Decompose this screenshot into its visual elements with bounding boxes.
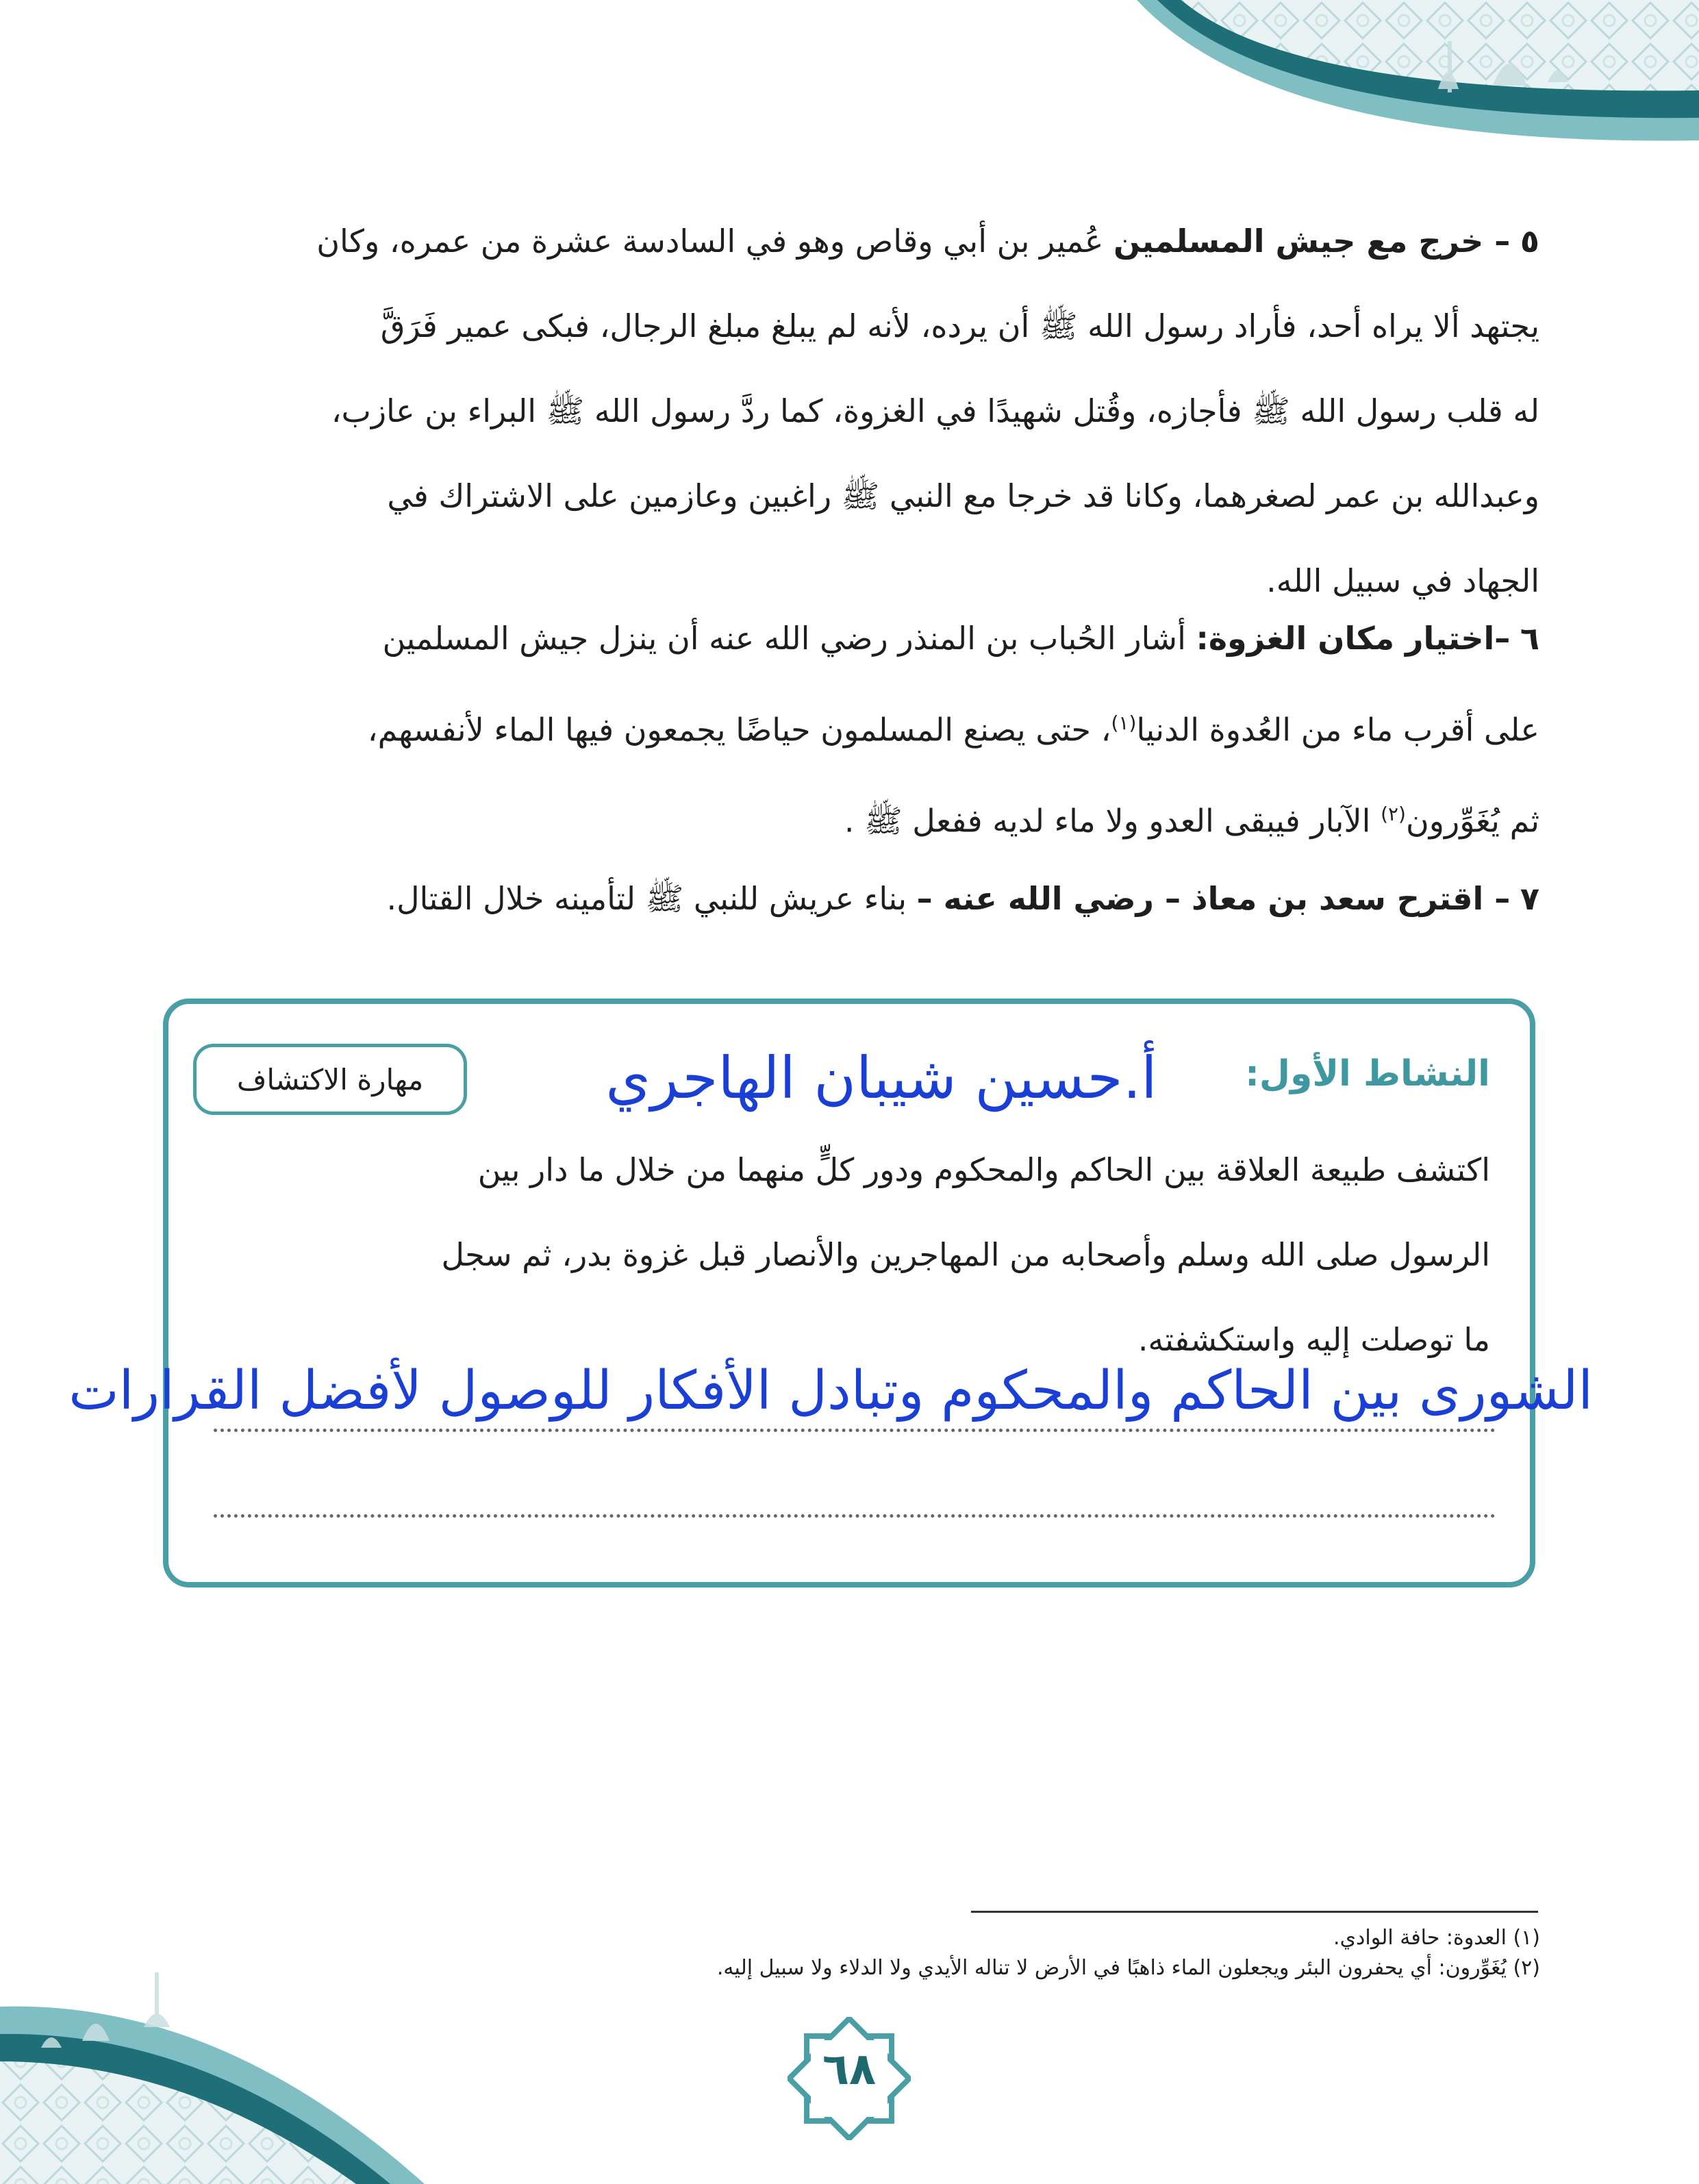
activity-title: النشاط الأول: (1245, 1053, 1490, 1094)
item-heading: –اختيار مكان الغزوة: (1196, 620, 1511, 657)
text-line: أشار الحُباب بن المنذر رضي الله عنه أن ينزل جيش المسلمين (382, 620, 1186, 657)
page-number: ٦٨ (822, 2044, 877, 2095)
text-line: الجهاد في سبيل الله. (1266, 562, 1539, 599)
skill-badge: مهارة الاكتشاف (193, 1044, 467, 1115)
footnote-divider (971, 1911, 1538, 1913)
text-line: له قلب رسول الله ﷺ فأجازه، وقُتل شهيدًا في الغزوة، كما ردَّ رسول الله ﷺ البراء بن عازب، (331, 392, 1539, 429)
text-line: عُمير بن أبي وقاص وهو في السادسة عشرة من عمره، وكان (316, 223, 1104, 260)
footer-ornament (0, 1959, 507, 2184)
paragraph-5 (159, 199, 1539, 623)
footnote-ref: (١) (1111, 712, 1137, 734)
item-number: ٧ (1520, 880, 1539, 917)
activity-instructions (203, 1127, 1490, 1382)
item-heading: – خرج مع جيش المسلمين (1113, 223, 1511, 260)
footnote-1: (١) العدوة: حافة الوادي. (1333, 1926, 1540, 1950)
text-line: اكتشف طبيعة العلاقة بين الحاكم والمحكوم ودور كلٍّ منهما من خلال ما دار بين (477, 1151, 1490, 1188)
text-line: ، حتى يصنع المسلمون حياضًا يجمعون فيها الماء لأنفسهم، (367, 711, 1111, 749)
item-number: ٥ (1520, 223, 1539, 260)
text-line: وعبدالله بن عمر لصغرهما، وكانا قد خرجا مع النبي ﷺ راغبين وعازمين على الاشتراك في (387, 477, 1539, 514)
text-line: بناء عريش للنبي ﷺ لتأمينه خلال القتال. (386, 880, 907, 917)
text-line: على أقرب ماء من العُدوة الدنيا (1136, 711, 1539, 749)
teacher-name-handwritten: أ.حسين شيبان الهاجري (605, 1044, 1157, 1112)
handwritten-answer: الشورى بين الحاكم والمحكوم وتبادل الأفكار للوصول لأفضل القرارات (68, 1360, 1593, 1422)
text-line: الآبار فيبقى العدو ولا ماء لديه ففعل ﷺ . (844, 802, 1371, 840)
paragraph-6 (159, 596, 1539, 864)
activity-box (68, 999, 1593, 1587)
header-ornament (1055, 0, 1699, 164)
text-line: الرسول صلى الله وسلم وأصحابه من المهاجرين والأنصار قبل غزوة بدر، ثم سجل (441, 1236, 1490, 1273)
text-line: ما توصلت إليه واستكشفته. (1137, 1321, 1490, 1358)
text-line: يجتهد ألا يراه أحد، فأراد رسول الله ﷺ أن يرده، لأنه لم يبلغ مبلغ الرجال، فبكى عمير فَرَقَّ (380, 307, 1539, 344)
text-line: ثم يُغَوِّرون (1405, 802, 1539, 840)
item-number: ٦ (1520, 620, 1539, 657)
item-heading: – اقترح سعد بن معاذ – رضي الله عنه – (916, 880, 1511, 917)
paragraph-7 (159, 856, 1539, 941)
footnote-ref: (٢) (1381, 803, 1406, 826)
answer-line[interactable] (214, 1429, 1496, 1432)
footnote-2: (٢) يُغَوِّرون: أي يحفرون البئر ويجعلون الماء ذاهبًا في الأرض لا تناله الأيدي ولا الدلاء ولا سبيل إليه. (716, 1956, 1540, 1980)
answer-line[interactable] (214, 1514, 1496, 1518)
